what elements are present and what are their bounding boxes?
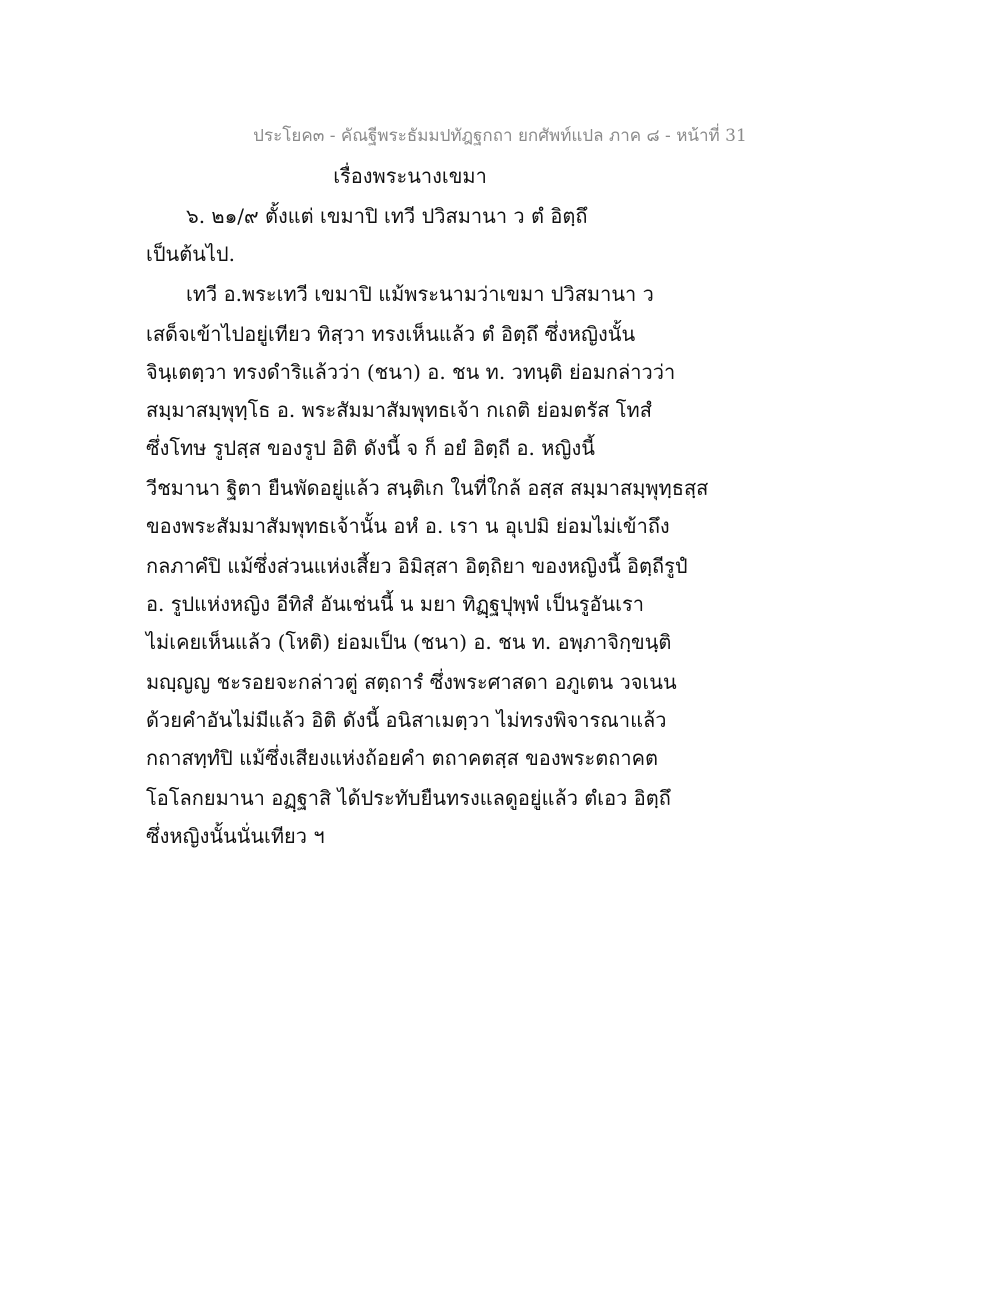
text-line: ของพระสัมมาสัมพุทธเจ้านั้น อหํ อ. เรา น อุเปมิ ย่อมไม่เข้าถึง (146, 514, 670, 538)
story-title: เรื่องพระนางเขมา (333, 164, 487, 188)
text-line: ๖. ๒๑/๙ ตั้งแต่ เขมาปิ เทวี ปวิสมานา ว ตํ อิตฺถึ (186, 204, 588, 228)
text-line: ซึ่งหญิงนั้นนั่นเทียว ฯ (146, 824, 325, 848)
text-line: อ. รูปแห่งหญิง อีทิสํ อันเช่นนี้ น มยา ทิฏฺฐปุพฺพํ เป็นรูอันเรา (146, 592, 644, 616)
text-line: ด้วยคำอันไม่มีแล้ว อิติ ดังนี้ อนิสาเมตฺวา ไม่ทรงพิจารณาแล้ว (146, 708, 667, 732)
text-line: โอโลกยมานา อฏฺฐาสิ ได้ประทับยืนทรงแลดูอยู่แล้ว ตํเอว อิตฺถึ (146, 786, 671, 810)
running-header: ประโยค๓ - คัณฐีพระธัมมปทัฎฐกถา ยกศัพท์แปล ภาค ๘ - หน้าที่ 31 (253, 126, 747, 146)
text-line: เสด็จเข้าไปอยู่เทียว ทิสฺวา ทรงเห็นแล้ว ตํ อิตฺถึ ซึ่งหญิงนั้น (146, 322, 636, 346)
text-line: เทวี อ.พระเทวี เขมาปิ แม้พระนามว่าเขมา ปวิสมานา ว (186, 282, 654, 306)
text-line: วีชมานา ฐิตา ยืนพัดอยู่แล้ว สนฺติเก ในที่ใกล้ อสฺส สมฺมาสมฺพุทฺธสฺส (146, 476, 709, 500)
text-line: ไม่เคยเห็นแล้ว (โหติ) ย่อมเป็น (ชนา) อ. ชน ท. อพฺภาจิกฺขนฺติ (146, 630, 672, 654)
text-line: จินฺเตตฺวา ทรงดำริแล้วว่า (ชนา) อ. ชน ท. วทนฺติ ย่อมกล่าวว่า (146, 360, 676, 384)
text-line: สมฺมาสมฺพุทฺโธ อ. พระสัมมาสัมพุทธเจ้า กเถติ ย่อมตรัส โทสํ (146, 398, 652, 422)
text-line: ซึ่งโทษ รูปสฺส ของรูป อิติ ดังนี้ จ ก็ อยํ อิตฺถี อ. หญิงนี้ (146, 436, 595, 460)
text-line: เป็นต้นไป. (146, 242, 235, 266)
text-line: กถาสทฺทํปิ แม้ซึ่งเสียงแห่งถ้อยคำ ตถาคตสฺส ของพระตถาคต (146, 746, 658, 770)
text-line: มญฺญญ ชะรอยจะกล่าวตู่ สตฺถารํ ซึ่งพระศาสดา อภูเตน วจเนน (146, 670, 677, 694)
text-line: กลภาคํปิ แม้ซึ่งส่วนแห่งเสี้ยว อิมิสฺสา อิตฺถิยา ของหญิงนี้ อิตฺถีรูปํ (146, 554, 688, 578)
